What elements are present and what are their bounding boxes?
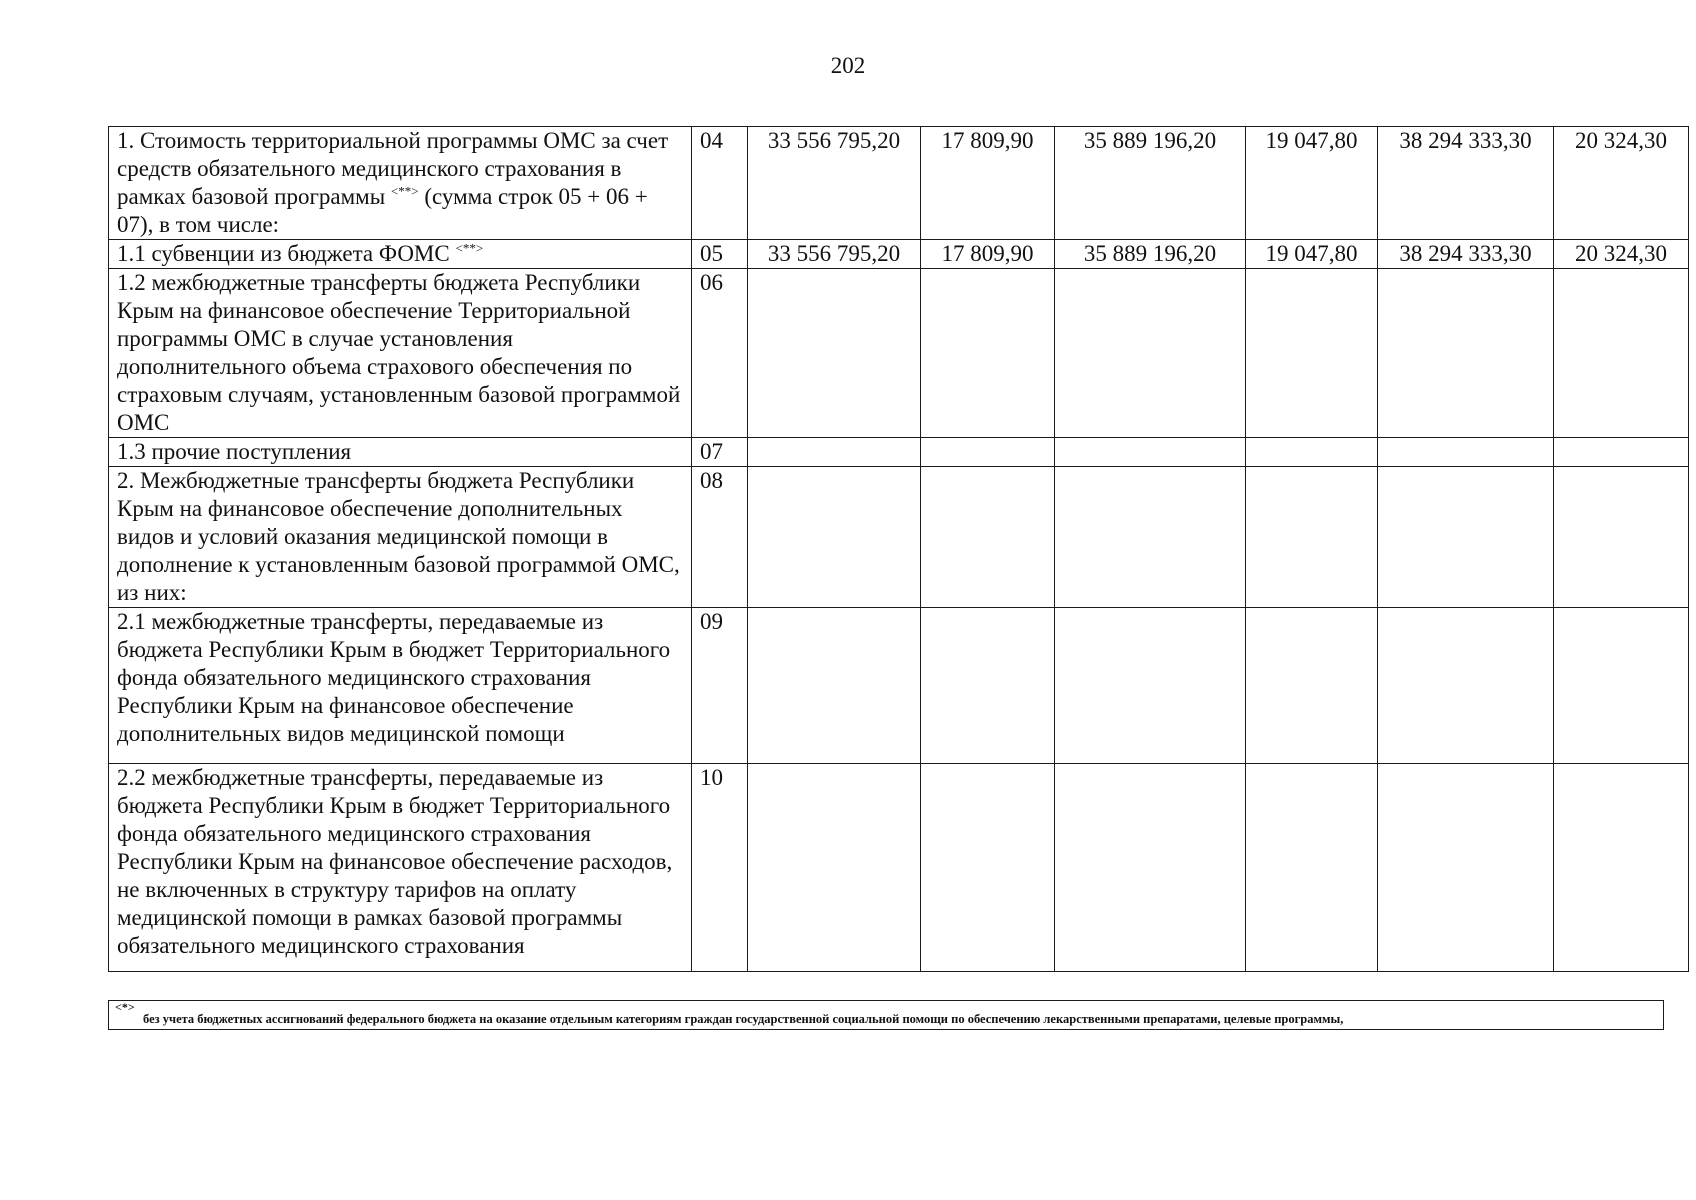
value-cell xyxy=(748,269,921,438)
value-cell xyxy=(921,764,1055,972)
value-cell: 17 809,90 xyxy=(921,127,1055,240)
value-cell: 33 556 795,20 xyxy=(748,127,921,240)
footnote-reference: <**> xyxy=(455,240,484,256)
value-cell xyxy=(748,467,921,608)
value-cell xyxy=(921,608,1055,764)
value-cell xyxy=(1246,269,1378,438)
table-row xyxy=(109,764,1689,972)
value-cell xyxy=(748,438,921,467)
value-cell xyxy=(1246,467,1378,608)
value-cell xyxy=(1554,467,1689,608)
row-name: 1. Стоимость территориальной программы ОМС за счет средств обязательного медицинского страхования в рамках базовой программы xyxy=(117,128,669,209)
value-cell xyxy=(1055,467,1246,608)
row-name: 1.3 прочие поступления xyxy=(117,439,352,464)
row-name-cell xyxy=(109,764,692,972)
value-cell xyxy=(921,269,1055,438)
row-name-cell xyxy=(109,608,692,764)
value-cell xyxy=(1055,764,1246,972)
row-name: 1.2 межбюджетные трансферты бюджета Республики Крым на финансовое обеспечение Территориальной программы ОМС в случае установления дополнительного объема страхового обеспечения по страховым случаям, установленным базовой программой ОМС xyxy=(117,270,681,435)
value-cell: 38 294 333,30 xyxy=(1378,127,1554,240)
value-cell xyxy=(1055,438,1246,467)
row-name: 2. Межбюджетные трансферты бюджета Республики Крым на финансовое обеспечение дополнительных видов и условий оказания медицинской помощи в дополнение к установленным базовой программой ОМС, из них: xyxy=(117,468,680,605)
value-cell xyxy=(1246,608,1378,764)
row-name: 2.2 межбюджетные трансферты, передаваемые из бюджета Республики Крым в бюджет Территориального фонда обязательного медицинского страхования Республики Крым на финансовое обеспечение расходов, не включенных в структуру тарифов на оплату медицинской помощи в рамках базовой программы обязательного медицинского страхования xyxy=(117,765,673,958)
row-name-cell xyxy=(109,240,692,269)
value-cell: 35 889 196,20 xyxy=(1055,240,1246,269)
value-cell xyxy=(1246,438,1378,467)
budget-table xyxy=(108,126,1689,972)
row-name-tail: (сумма строк 05 + 06 + 07), в том числе: xyxy=(117,184,648,237)
row-code: 05 xyxy=(692,240,748,269)
footnote-cell xyxy=(109,1001,1664,1030)
value-cell xyxy=(1378,467,1554,608)
value-cell xyxy=(1554,608,1689,764)
value-cell: 35 889 196,20 xyxy=(1055,127,1246,240)
value-cell xyxy=(1246,764,1378,972)
row-name-cell xyxy=(109,127,692,240)
table-row xyxy=(109,467,1689,608)
value-cell xyxy=(1378,438,1554,467)
row-code: 07 xyxy=(692,438,748,467)
footnote-mark: <*> xyxy=(115,1000,135,1014)
value-cell xyxy=(1055,608,1246,764)
row-name-cell xyxy=(109,269,692,438)
value-cell xyxy=(1378,764,1554,972)
value-cell xyxy=(1554,438,1689,467)
value-cell xyxy=(1378,269,1554,438)
table-row xyxy=(109,127,1689,240)
footnote-reference: <**> xyxy=(390,183,419,199)
value-cell: 38 294 333,30 xyxy=(1378,240,1554,269)
row-code: 10 xyxy=(692,764,748,972)
table-row xyxy=(109,438,1689,467)
row-code: 04 xyxy=(692,127,748,240)
row-code: 09 xyxy=(692,608,748,764)
table-row xyxy=(109,608,1689,764)
page-number: 202 xyxy=(830,53,866,78)
value-cell: 19 047,80 xyxy=(1246,240,1378,269)
row-name: 2.1 межбюджетные трансферты, передаваемые из бюджета Республики Крым в бюджет Территориального фонда обязательного медицинского страхования Республики Крым на финансовое обеспечение дополнительных видов медицинской помощи xyxy=(117,609,671,746)
row-code: 06 xyxy=(692,269,748,438)
row-name-cell xyxy=(109,438,692,467)
value-cell: 33 556 795,20 xyxy=(748,240,921,269)
value-cell: 19 047,80 xyxy=(1246,127,1378,240)
value-cell xyxy=(1378,608,1554,764)
value-cell xyxy=(921,438,1055,467)
value-cell: 20 324,30 xyxy=(1554,127,1689,240)
footnote xyxy=(108,1000,1664,1030)
row-name: 1.1 субвенции из бюджета ФОМС xyxy=(117,241,450,266)
table-row xyxy=(109,240,1689,269)
value-cell xyxy=(921,467,1055,608)
footnote-text: без учета бюджетных ассигнований федерального бюджета на оказание отдельным категориям граждан государственной социальной помощи по обеспечению лекарственными препаратами, целевые программы, xyxy=(143,1012,1344,1026)
value-cell xyxy=(1554,269,1689,438)
row-code: 08 xyxy=(692,467,748,608)
value-cell xyxy=(748,764,921,972)
table-row xyxy=(109,269,1689,438)
row-name-cell xyxy=(109,467,692,608)
value-cell xyxy=(1055,269,1246,438)
value-cell xyxy=(1554,764,1689,972)
value-cell: 20 324,30 xyxy=(1554,240,1689,269)
value-cell: 17 809,90 xyxy=(921,240,1055,269)
value-cell xyxy=(748,608,921,764)
table-body xyxy=(109,127,1689,972)
